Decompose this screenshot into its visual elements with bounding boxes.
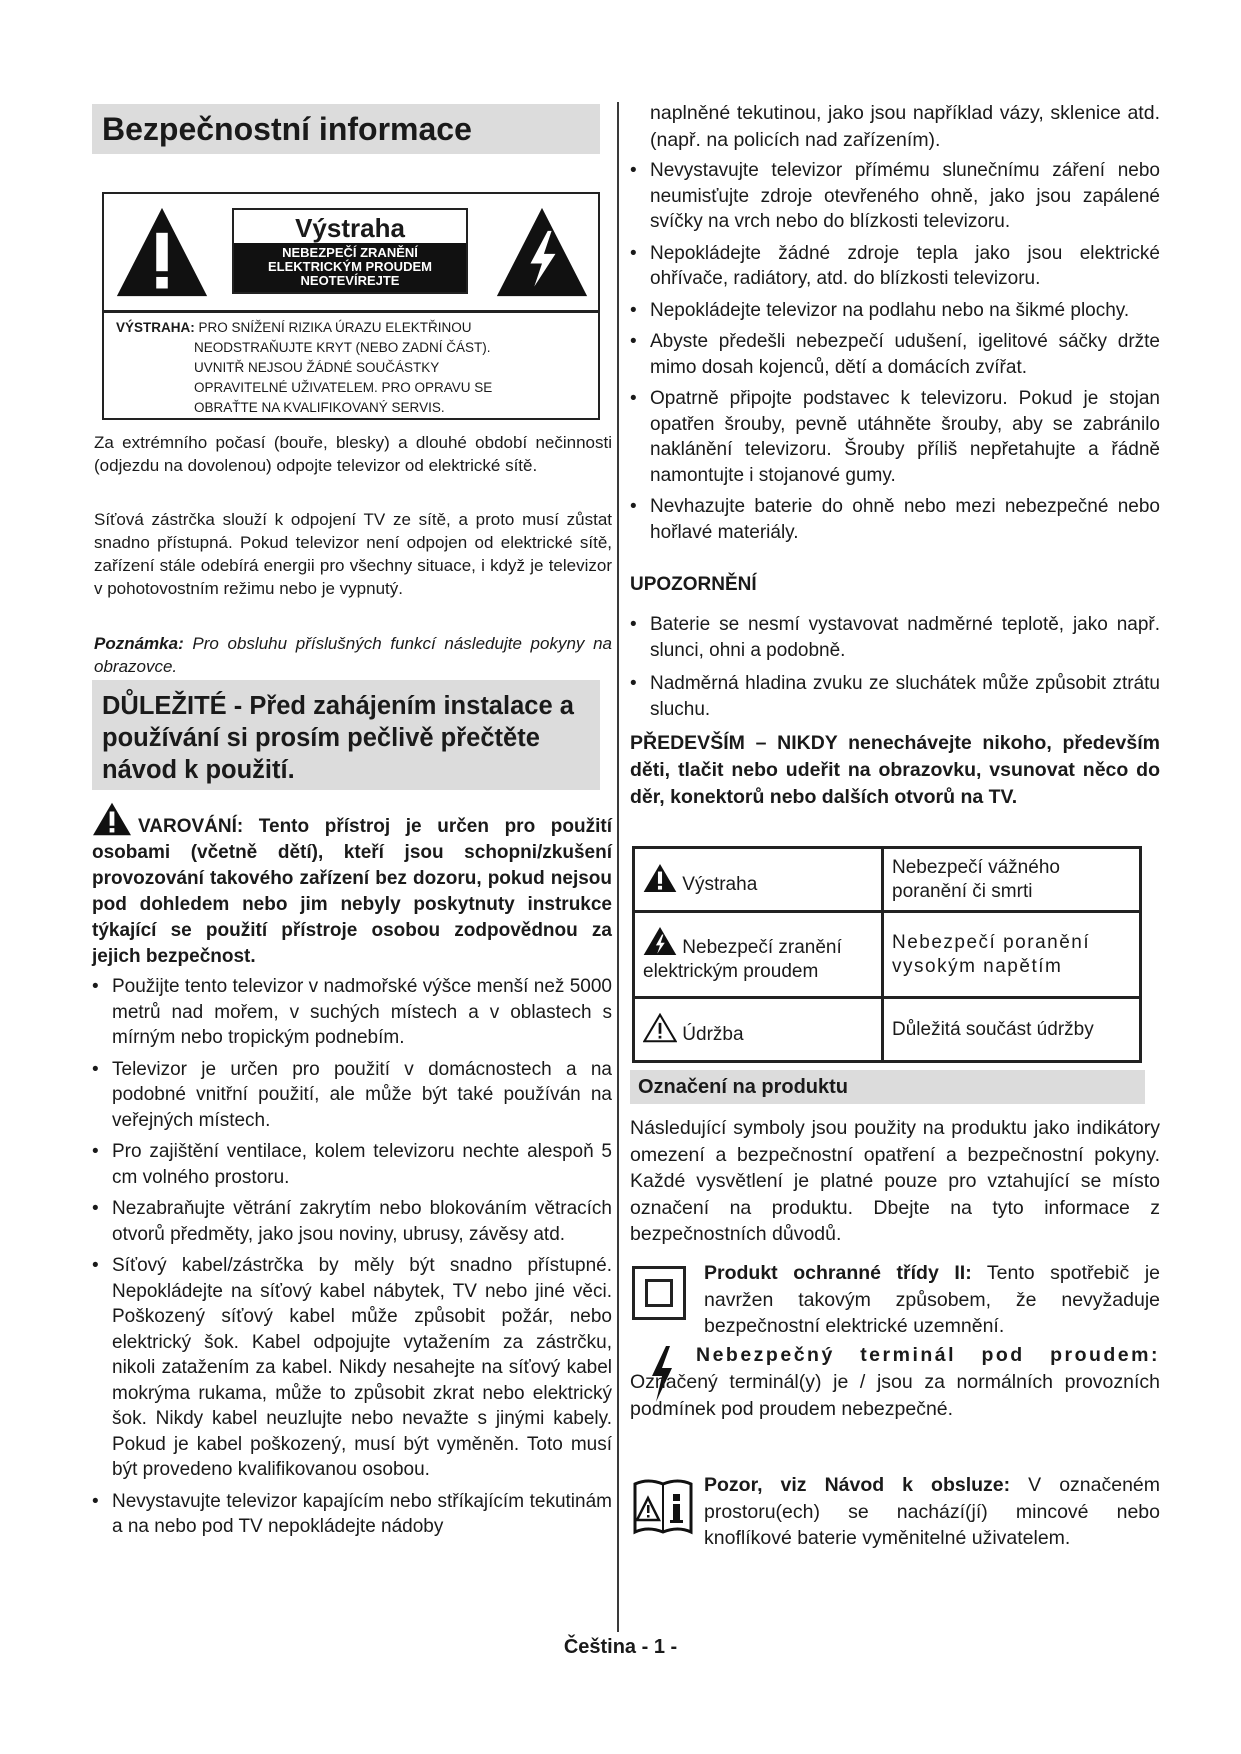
table-cell-symbol (634, 998, 883, 1062)
table-cell-meaning: Nebezpečí vážného poranění či smrti (883, 848, 1141, 912)
product-markings-heading: Označení na produktu (630, 1070, 1145, 1104)
warning-triangle-icon (643, 863, 677, 893)
warning-triangle-icon (114, 204, 210, 300)
manual-text: V označeném prostoru(ech) se nachází(jí) mincové nebo knoflíkové baterie vyměnitelné uživatelem. (704, 1474, 1161, 1549)
table-cell-symbol (634, 912, 883, 998)
list-item: • Nadměrná hladina zvuku ze sluchátek může způsobit ztrátu sluchu. (630, 671, 1160, 722)
symbol-label: Nebezpečí zranění elektrickým proudem (643, 936, 842, 982)
warning-triangle-icon (92, 802, 132, 836)
class-ii-icon (632, 1266, 686, 1320)
manual-book-icon (632, 1476, 694, 1540)
table-cell-meaning: Důležitá součást údržby (883, 998, 1141, 1062)
manual-paragraph (704, 1472, 1160, 1552)
warning-title: Výstraha (295, 213, 405, 243)
list-item: • Baterie se nesmí vystavovat nadměrné teplotě, jako např. slunci, ohni a podobně. (630, 612, 1160, 663)
important-heading: DŮLEŽITÉ - Před zahájením instalace a používání si prosím pečlivě přečtěte návod k použití. (102, 692, 574, 784)
continuation-paragraph: naplněné tekutinou, jako jsou například vázy, sklenice atd. (např. na policích nad zařízením). (650, 102, 1160, 151)
table-row (634, 912, 1141, 998)
symbol-label: Výstraha (682, 873, 758, 895)
class-ii-text: Tento spotřebič je navržen takovým způsobem, že nevyžaduje bezpečnostní elektrické uzemnění. (704, 1262, 1160, 1337)
table-row (634, 848, 1141, 912)
table-cell-meaning: Nebezpečí poranění vysokým napětím (883, 912, 1141, 998)
warning-line: NEOTEVÍREJTE (300, 273, 400, 288)
warning-text-line: UVNITŘ NEJSOU ŽÁDNÉ SOUČÁSTKY (194, 360, 440, 375)
paragraph-weather: Za extrémního počasí (bouře, blesky) a dlouhé období nečinnosti (odjezdu na dovolenou) odpojte televizor od elektrické sítě. (94, 433, 612, 475)
warning-text-line: OBRAŤTE NA KVALIFIKOVANÝ SERVIS. (194, 400, 445, 415)
table-row (634, 998, 1141, 1062)
especially-paragraph: PŘEDEVŠÍM – NIKDY nenechávejte nikoho, především děti, tlačit nebo udeřit na obrazovku, vsunovat něco do děr, konektorů nebo dalších otvorů na TV. (630, 732, 1160, 808)
column-divider (617, 102, 619, 1632)
class-ii-paragraph (704, 1260, 1160, 1340)
safety-list-right (630, 158, 1160, 545)
product-intro: Následující symboly jsou použity na produktu jako indikátory omezení a bezpečnostní opatření a bezpečnostní pokyny. Každé vysvětlení je platné pouze pro vztahující se místo označení na produktu. Dbejte na tyto informace z bezpečnostních důvodů. (630, 1117, 1160, 1245)
note-label: Poznámka: (94, 634, 184, 653)
page-title: Bezpečnostní informace (102, 111, 472, 147)
symbol-label: Údržba (682, 1023, 744, 1045)
list-item: • Nezabraňujte větrání zakrytím nebo blokováním větracích otvorů předměty, jako jsou noviny, ubrusy, závěsy atd. (92, 1196, 612, 1247)
warning-rule (104, 310, 598, 313)
safety-list-left (92, 974, 612, 1540)
page-footer (0, 1633, 1241, 1661)
list-item: • Použijte tento televizor v nadmořské výšce menší než 5000 metrů nad mořem, v suchých místech a v oblastech s mírným nebo tropickým podnebím. (92, 974, 612, 1051)
class-ii-label: Produkt ochranné třídy II: (704, 1262, 972, 1284)
warning-label: VÝSTRAHA: (116, 320, 195, 335)
list-item: • Nepokládejte žádné zdroje tepla jako jsou elektrické ohřívače, radiátory, atd. do blízkosti televizoru. (630, 241, 1160, 292)
list-item: • Nevystavujte televizor kapajícím nebo stříkajícím tekutinám a na nebo pod TV nepokládejte nádoby (92, 1489, 612, 1540)
manual-label: Pozor, viz Návod k obsluze: (704, 1474, 1011, 1496)
warning-text-line: OPRAVITELNÉ UŽIVATELEM. PRO OPRAVU SE (194, 380, 493, 395)
warning-text-line: PRO SNÍŽENÍ RIZIKA ÚRAZU ELEKTŘINOU (194, 320, 472, 335)
warning-label-box (102, 192, 600, 420)
warning-text-line: NEODSTRAŇUJTE KRYT (NEBO ZADNÍ ČÁST). (194, 340, 491, 355)
list-item: • Nevhazujte baterie do ohně nebo mezi nebezpečné nebo hořlavé materiály. (630, 494, 1160, 545)
live-terminal-label: Nebezpečný terminál pod proudem: (696, 1344, 1160, 1366)
warning-title-panel (232, 208, 468, 294)
warning-paragraph-text: VAROVÁNÍ: Tento přístroj je určen pro použití osobami (včetně dětí), kteří jsou schopni/zkušení provozování takového zařízení bez dozoru, pokud nejsou pod dohledem nebo jim nebyly poskytnuty instrukce týkající se použití přístroje osobou zodpovědnou za jejich bezpečnost. (92, 816, 612, 967)
table-cell-symbol (634, 848, 883, 912)
caution-list (630, 612, 1160, 722)
list-item: • Opatrně připojte podstavec k televizoru. Pokud je stojan opatřen šrouby, pevně utáhněte šrouby, aby se zabránilo naklánění televizoru. Šrouby příliš nepřetahujte a řádně namontujte i stojanové gumy. (630, 386, 1160, 488)
caution-outline-icon (643, 1013, 677, 1043)
footer-text: Čeština - 1 - (563, 1636, 678, 1658)
list-item: • Síťový kabel/zástrčka by měly být snadno přístupné. Nepokládejte na síťový kabel nábytek, TV nebo jiné věci. Poškozený síťový kabel může způsobit požár, nebo elektrický šok. Kabel odpojujte vytažením za zástrčku, nikoli zatažením za kabel. Nikdy nesahejte na síťový kabel mokrýma rukama, může to způsobit zkrat nebo elektrický šok. Nikdy kabel neuzlujte nebo nevažte s jinými kabely. Pokud je kabel poškozený, musí být vyměněn. Toto musí být provedeno kvalifikovanou osobou. (92, 1253, 612, 1483)
lightning-triangle-icon (494, 204, 590, 300)
lightning-triangle-icon (643, 926, 677, 956)
list-item: • Abyste předešli nebezpečí udušení, igelitové sáčky držte mimo dosah kojenců, dětí a domácích zvířat. (630, 329, 1160, 380)
live-terminal-text: Označený terminál(y) je / jsou za normálních provozních podmínek pod proudem nebezpečné. (630, 1371, 1160, 1420)
important-heading-box (92, 680, 600, 790)
list-item: • Pro zajištění ventilace, kolem televizoru nechte alespoň 5 cm volného prostoru. (92, 1139, 612, 1190)
warning-black-band (234, 243, 466, 292)
list-item: • Nepokládejte televizor na podlahu nebo na šikmé plochy. (630, 298, 1160, 324)
warning-paragraph (92, 802, 612, 970)
note-text: Pro obsluhu příslušných funkcí následujte pokyny na obrazovce. (94, 634, 612, 676)
page-title-box (92, 104, 600, 154)
list-item: • Nevystavujte televizor přímému slunečnímu záření nebo neumisťujte zdroje otevřeného ohně, jako jsou zapálené svíčky na vrch nebo do blízkosti televizoru. (630, 158, 1160, 235)
list-item: • Televizor je určen pro použití v domácnostech a na podobné vnitřní použití, ale může být také používán na veřejných místech. (92, 1057, 612, 1134)
paragraph-plug: Síťová zástrčka slouží k odpojení TV ze sítě, a proto musí zůstat snadno přístupná. Pokud televizor není odpojen od elektrické sítě, zařízení stále odebírá energii pro všechny situace, i když je televizor v pohotovostním režimu nebo je vypnutý. (94, 510, 612, 598)
note-paragraph (94, 632, 612, 678)
caution-heading: UPOZORNĚNÍ (630, 574, 757, 595)
symbol-table (632, 846, 1142, 1063)
warning-line: NEBEZPEČÍ ZRANĚNÍ (282, 245, 418, 260)
warning-label-text (116, 318, 492, 418)
warning-line: ELEKTRICKÝM PROUDEM (268, 259, 432, 274)
live-terminal-paragraph (630, 1342, 1160, 1423)
